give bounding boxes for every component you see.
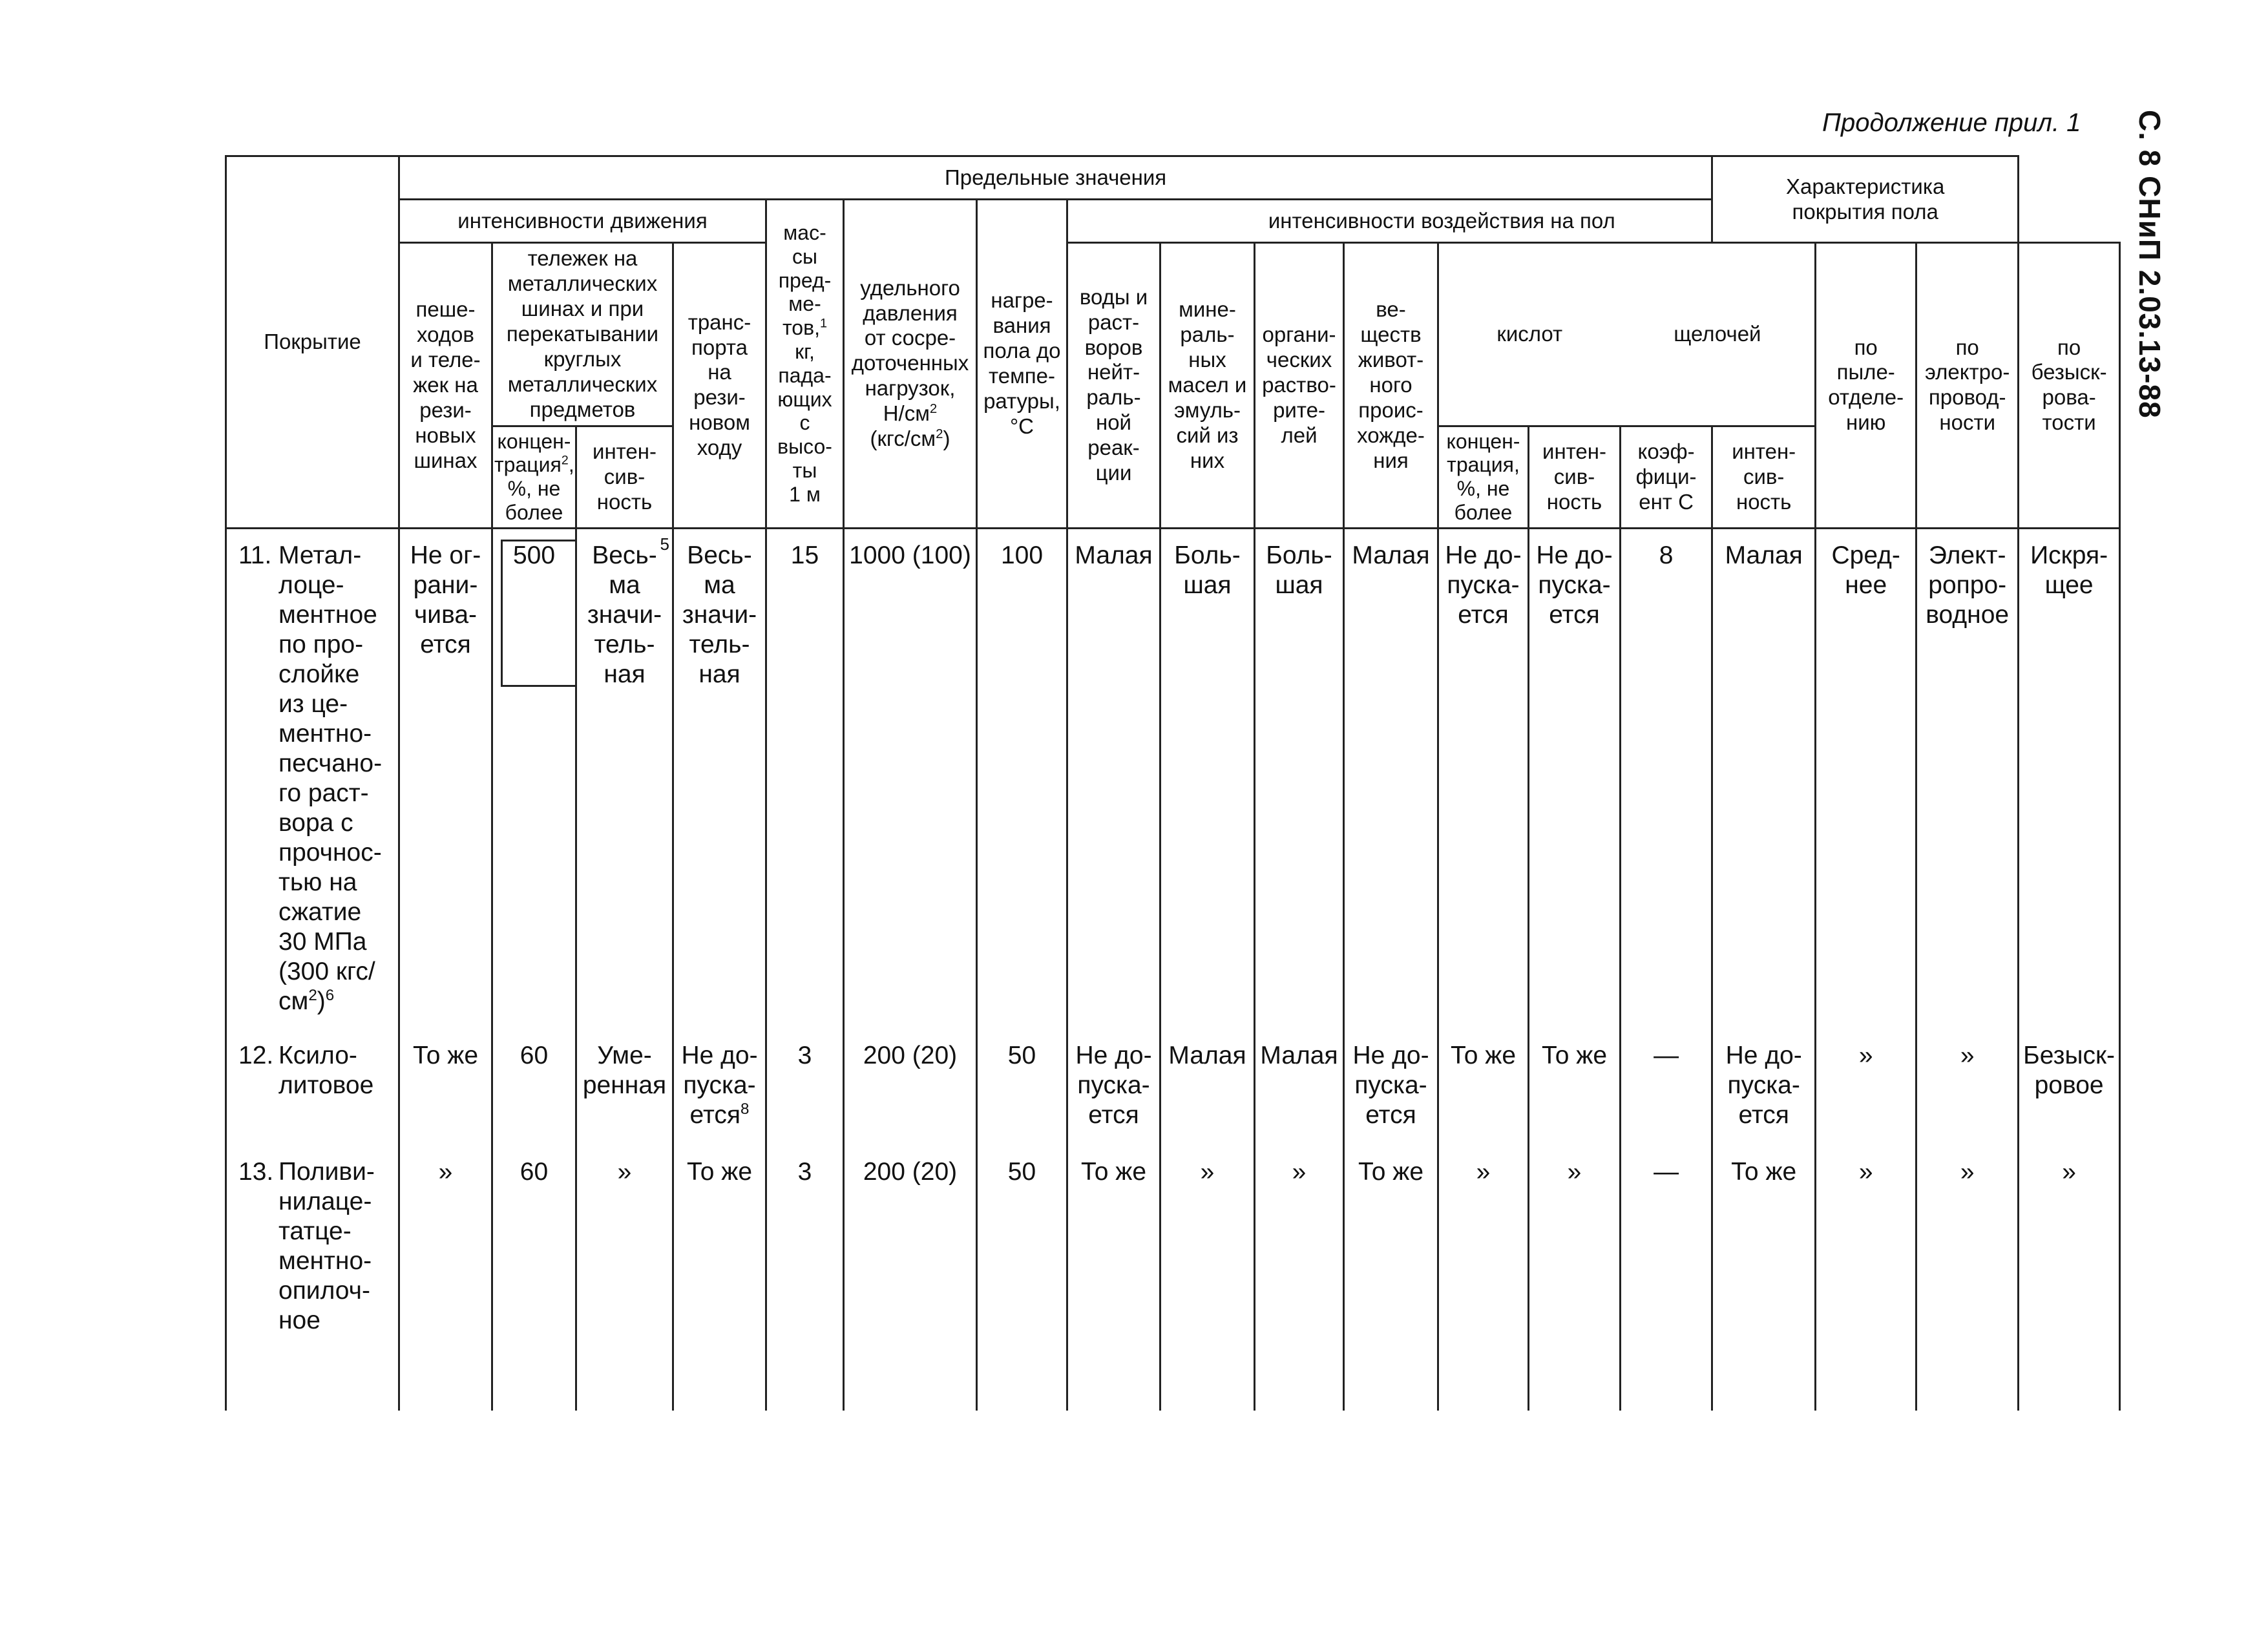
organic-solvents-value: Боль- шая [1255,528,1344,1029]
rubber-transport-value: Весь- ма значи- тель- ная [673,528,766,1029]
water-value: Малая [1067,528,1160,1029]
header-water: воды и раст- воров нейт- раль- ной реак- ции [1067,243,1160,529]
water-value: Не до- пуска- ется [1067,1029,1160,1146]
mineral-oils-value: Боль- шая [1160,528,1255,1029]
organic-solvents-value: » [1255,1146,1344,1411]
alkali-concentration-value: — [1621,1029,1712,1146]
acid-concentration-value: То же [1438,1029,1529,1146]
electro-value: » [1916,1029,2019,1146]
header-metal-carts: тележек на металлических шинах и при перекатывании круглых металлических предметов [492,243,673,426]
limits-table [225,155,2121,1411]
covering-name: 13. Поливи- нилаце- татце- ментно- опилоч- ное [226,1146,399,1411]
superscript-2: 2 [929,401,938,417]
footnote-5: 5 [660,534,669,554]
covering-name: 11. Метал- лоце- ментное по про- слойке из це- ментно- песчано- го раст- вора с прочнос- тью на сжатие 30 МПа (300 кгс/ $см^2)^6$ [226,528,399,1029]
heating-value: 50 [977,1029,1067,1146]
covering-name: 12. Ксило- литовое [226,1029,399,1146]
rubber-transport-value: То же [673,1146,766,1411]
pressure-value: 200 (20) [844,1146,977,1411]
electro-value: » [1916,1146,2019,1411]
spark-value: Безыск- ровое [2019,1029,2120,1146]
header-alkali-intensity: интен- сив- ность [1529,426,1621,528]
alkali-concentration-value: — [1621,1146,1712,1411]
continuation-label: Продолжение прил. 1 [1822,109,2081,137]
header-movement-intensity: интенсивности движения [399,200,766,243]
header-floor-impact: интенсивности воздействия на пол [1067,200,1816,243]
mineral-oils-value: » [1160,1146,1255,1411]
header-coefficient: коэф- фици- ент C [1621,426,1712,528]
spark-value: Искря- щее [2019,528,2120,1029]
mass-value: 15 [766,528,844,1029]
header-limit-values: Предельные значения [399,156,1712,200]
footnote-1: 1 [819,316,827,331]
acid-intensity-value: » [1529,1146,1621,1411]
footnote-8: 8 [740,1100,750,1118]
mass-value: 3 [766,1029,844,1146]
header-electro: по электро- провод- ности [1916,243,2019,529]
mass-value: 3 [766,1146,844,1411]
dust-value: » [1816,1146,1916,1411]
pressure-value: 200 (20) [844,1029,977,1146]
header-acids: кислот [1438,243,1621,426]
header-alkali-concentration: концен- трация, %, не более [1438,426,1529,528]
header-acid-intensity: интен- сив- ность [576,426,673,528]
alkali-concentration-value: 8 [1621,528,1712,1029]
coefficient-value: 500 [492,528,576,1029]
water-value: То же [1067,1146,1160,1411]
superscript-2b: 2 [936,426,943,442]
table-row [226,528,2120,1029]
mineral-oils-value: Малая [1160,1029,1255,1146]
acid-concentration-value: Не до- пуска- ется [1438,528,1529,1029]
intensity-value: Уме- ренная [576,1029,673,1146]
header-heating: нагре- вания пола до темпе- ратуры, °С [977,200,1067,529]
intensity-value: Весь- ма значи- тель- ная 5 [576,528,673,1029]
header-spark: по безыск- рова- тости [2019,243,2120,529]
electro-value: Элект- ропро- водное [1916,528,2019,1029]
header-pedestrian: пеше- ходов и теле- жек на рези- новых шинах [399,243,492,529]
pedestrian-value: Не ог- рани- чива- ется [399,528,492,1029]
heating-value: 50 [977,1146,1067,1411]
header-alkalis: щелочей [1621,243,1816,426]
animal-origin-value: То же [1344,1146,1438,1411]
pressure-value: 1000 (100) [844,528,977,1029]
animal-origin-value: Малая [1344,528,1438,1029]
acid-intensity-value: Не до- пуска- ется [1529,528,1621,1029]
coefficient-value: 60 [492,1029,576,1146]
header-dust: по пыле- отделе- нию [1816,243,1916,529]
acid-concentration-value: » [1438,1146,1529,1411]
spark-value: » [2019,1146,2120,1411]
intensity-value: » [576,1146,673,1411]
dust-value: Сред- нее [1816,528,1916,1029]
header-organic-solvents: органи- ческих раство- рите- лей [1255,243,1344,529]
coefficient-value: 60 [492,1146,576,1411]
header-characteristic: Характеристика покрытия пола [1712,156,2019,243]
header-intensity: интен- сив- ность [1712,426,1816,528]
header-animal-origin: ве- ществ живот- ного проис- хожде- ния [1344,243,1438,529]
organic-solvents-value: Малая [1255,1029,1344,1146]
table-row [226,1029,2120,1146]
pedestrian-value: То же [399,1029,492,1146]
header-mineral-oils: мине- раль- ных масел и эмуль- сий из них [1160,243,1255,529]
header-acid-concentration: концен- трация$^2$, %, не более [492,426,576,528]
header-rubber-transport: транс- порта на рези- новом ходу [673,243,766,529]
pedestrian-value: » [399,1146,492,1411]
dust-value: » [1816,1029,1916,1146]
header-covering: Покрытие [226,156,399,529]
alkali-intensity-value: Не до- пуска- ется [1712,1029,1816,1146]
footnote-2: 2 [561,453,569,468]
header-mass-objects: мас- сы пред- ме- тов,$^1$ кг, пада- ющих с высо- ты 1 м [766,200,844,529]
animal-origin-value: Не до- пуска- ется [1344,1029,1438,1146]
acid-intensity-value: То же [1529,1029,1621,1146]
alkali-intensity-value: То же [1712,1146,1816,1411]
heating-value: 100 [977,528,1067,1029]
header-pressure: удельного давления от сосре- доточенных нагрузок, $Н/см^2$ $(кгс/см^2)$ [844,200,977,529]
alkali-intensity-value: Малая [1712,528,1816,1029]
document-code: С. 8 СНиП 2.03.13-88 [2133,110,2167,419]
table-row [226,1146,2120,1411]
rubber-transport-value: Не до- пуска- ется$^8$ [673,1029,766,1146]
